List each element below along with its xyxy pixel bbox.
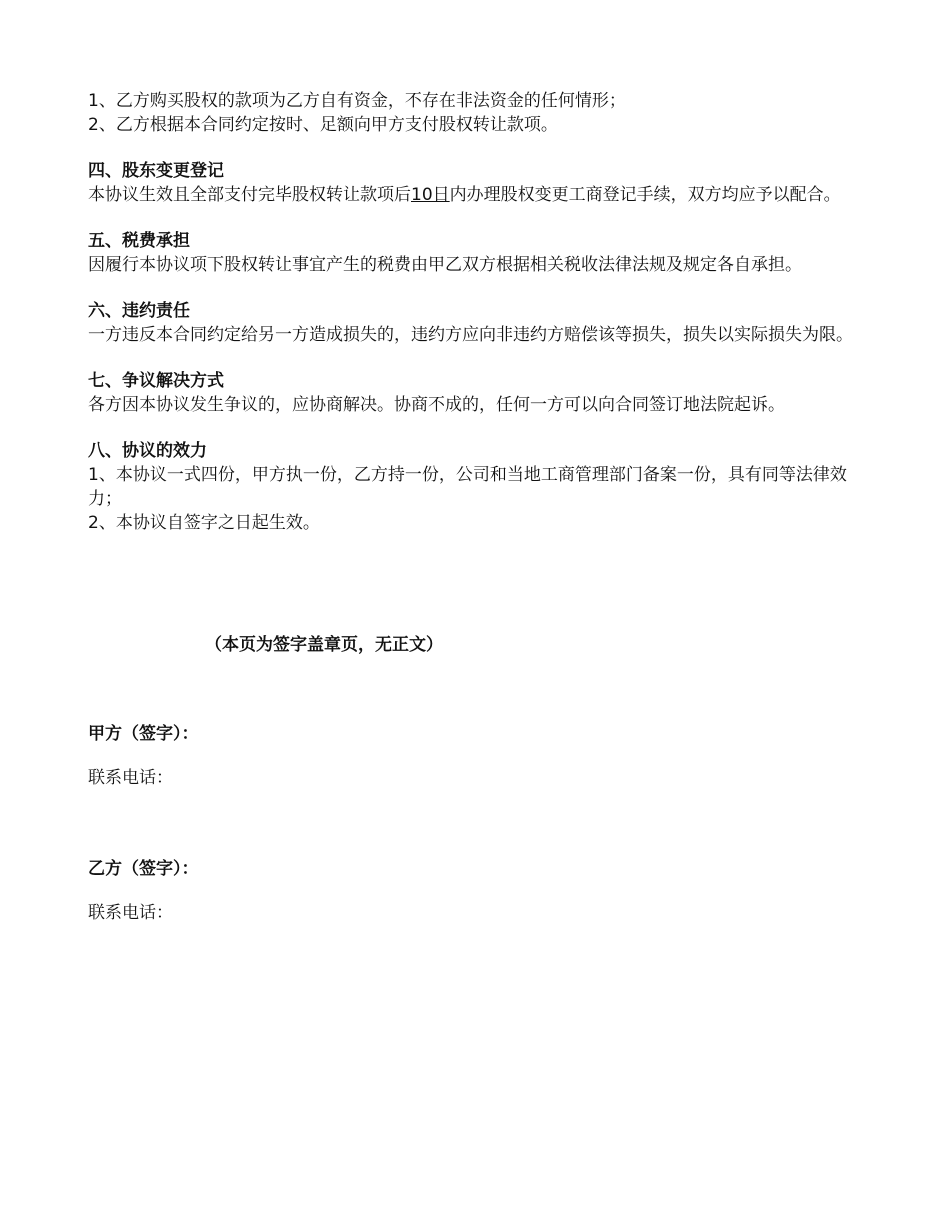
spacer (88, 417, 868, 439)
signature-page-note: （本页为签字盖章页，无正文） (205, 635, 443, 655)
section7-title: 七、争议解决方式 (88, 371, 224, 391)
section4-days: 10日 (411, 185, 450, 205)
section6-title: 六、违约责任 (88, 301, 190, 321)
section5-text: 因履行本协议项下股权转让事宜产生的税费由甲乙双方根据相关税收法律法规及规定各自承担。 (88, 255, 802, 275)
agreement-body (88, 89, 868, 535)
section6-text: 一方违反本合同约定给另一方造成损失的，违约方应向非违约方赔偿该等损失，损失以实际损失为限。 (88, 325, 853, 345)
section7-text: 各方因本协议发生争议的，应协商解决。协商不成的，任何一方可以向合同签订地法院起诉。 (88, 395, 785, 415)
party-b-title: 乙方（签字）： (88, 859, 199, 879)
section4-text (88, 183, 868, 207)
section4-text-before: 本协议生效且全部支付完毕股权转让款项后 (88, 185, 411, 205)
party-a-phone-label: 联系电话： (88, 768, 173, 788)
section8-item1: 1、本协议一式四份，甲方执一份，乙方持一份，公司和当地工商管理部门备案一份，具有同等法律效力； (88, 465, 847, 509)
section3-item2: 2、乙方根据本合同约定按时、足额向甲方支付股权转让款项。 (88, 115, 558, 135)
section8-title: 八、协议的效力 (88, 441, 207, 461)
section5-title: 五、税费承担 (88, 231, 190, 251)
section4-title: 四、股东变更登记 (88, 161, 224, 181)
party-b-phone-label: 联系电话： (88, 903, 173, 923)
spacer (88, 347, 868, 369)
spacer (88, 277, 868, 299)
party-b-signature-block (88, 857, 199, 925)
section4-text-after: 内办理股权变更工商登记手续，双方均应予以配合。 (449, 185, 841, 205)
spacer (88, 881, 199, 901)
section8-item2: 2、本协议自签字之日起生效。 (88, 513, 320, 533)
party-a-signature-block (88, 722, 199, 790)
section3-item1: 1、乙方购买股权的款项为乙方自有资金，不存在非法资金的任何情形； (88, 91, 626, 111)
spacer (88, 746, 199, 766)
spacer (88, 137, 868, 159)
spacer (88, 207, 868, 229)
party-a-title: 甲方（签字）： (88, 724, 199, 744)
